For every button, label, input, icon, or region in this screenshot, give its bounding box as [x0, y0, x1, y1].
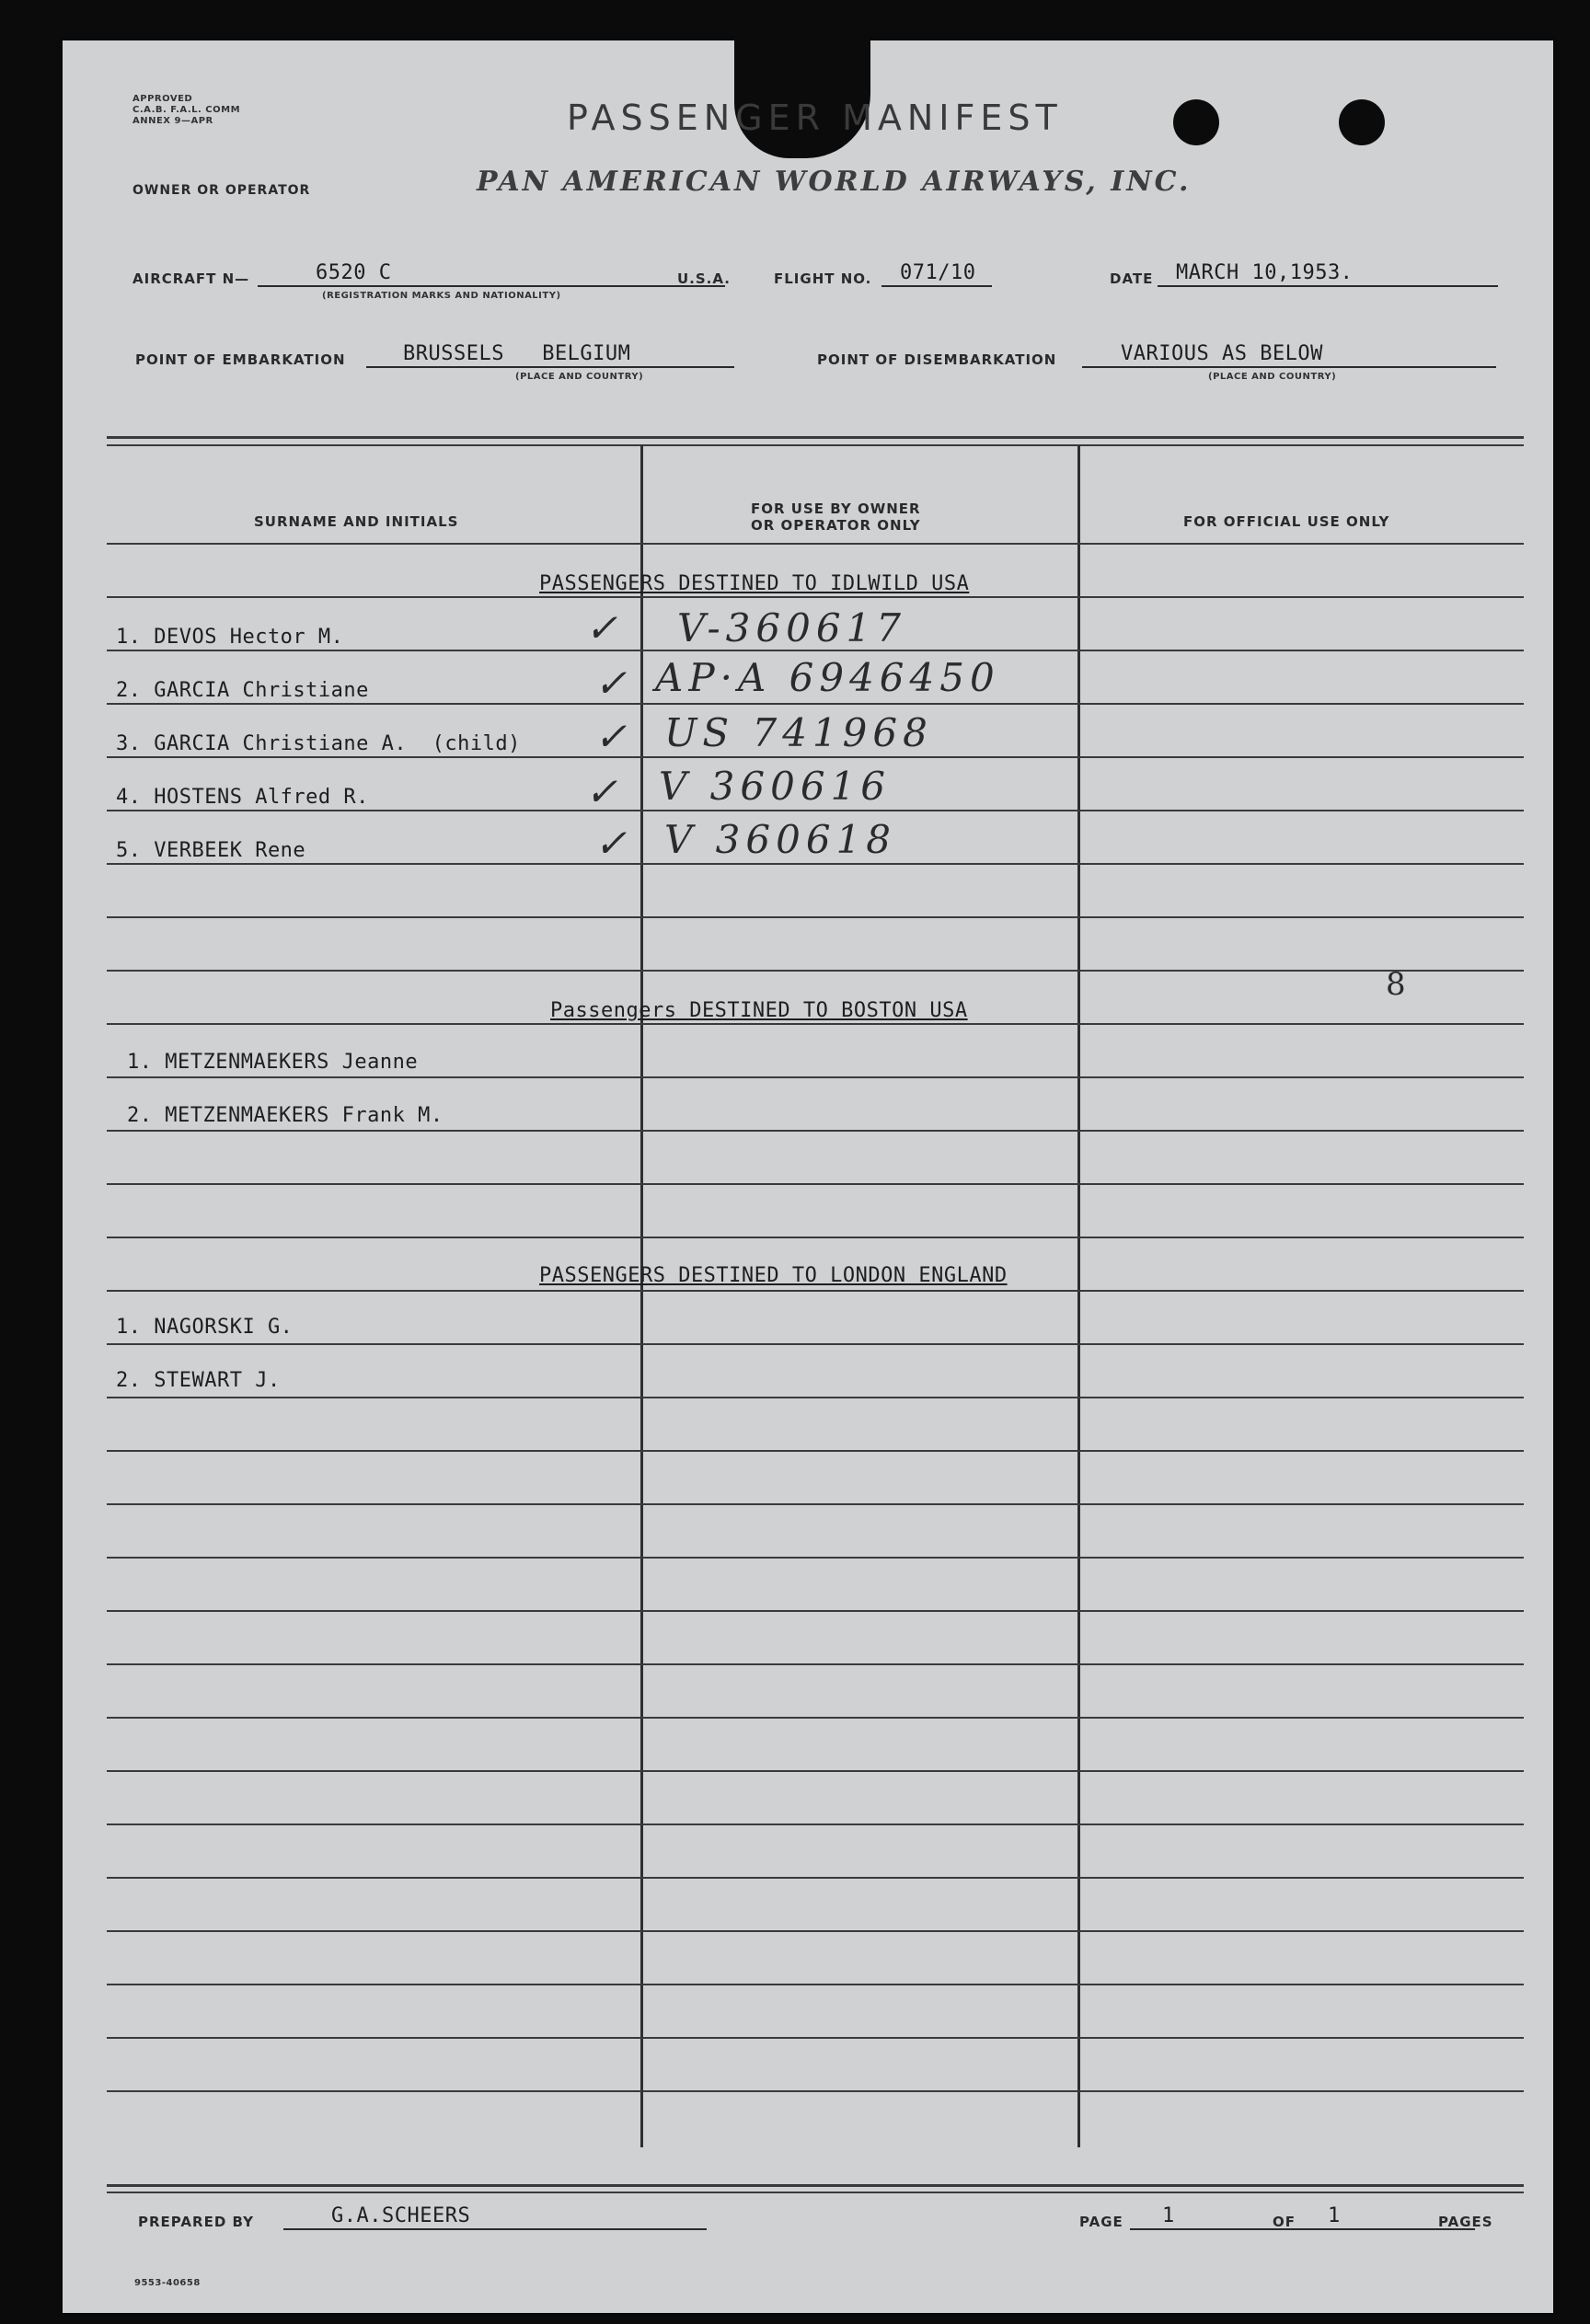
owner-use-line-2: OR OPERATOR ONLY: [751, 517, 921, 534]
approval-line-3: ANNEX 9—APR: [132, 116, 213, 126]
row-rule: [107, 1450, 1524, 1452]
flight-underline: [881, 285, 992, 287]
group-heading-idlewild: PASSENGERS DESTINED TO IDLWILD USA: [539, 572, 970, 595]
row-rule: [107, 2090, 1524, 2092]
pages-label: PAGES: [1438, 2214, 1493, 2230]
passenger-name: 2. METZENMAEKERS Frank M.: [127, 1104, 444, 1127]
passport-note: US 741968: [664, 710, 933, 755]
group-heading-london: PASSENGERS DESTINED TO LONDON ENGLAND: [539, 1264, 1008, 1287]
aircraft-label: AIRCRAFT N—: [132, 270, 250, 287]
flight-value: 071/10: [900, 261, 976, 284]
flight-label: FLIGHT NO.: [774, 270, 872, 287]
row-rule: [107, 1930, 1524, 1932]
aircraft-value: 6520 C: [316, 261, 392, 284]
check-mark: ✓: [594, 661, 633, 706]
passport-note: V-360617: [677, 605, 906, 650]
row-rule: [107, 1717, 1524, 1719]
disembark-value: VARIOUS AS BELOW: [1121, 342, 1323, 365]
approval-stamp: [132, 94, 240, 127]
embark-underline: [366, 366, 734, 368]
punch-hole-left: [1173, 99, 1219, 145]
row-rule: [107, 703, 1524, 705]
row-rule: [107, 863, 1524, 865]
aircraft-underline: [258, 285, 725, 287]
row-rule: [107, 1023, 1524, 1025]
row-rule: [107, 1183, 1524, 1185]
row-rule: [107, 2037, 1524, 2039]
embark-value: BRUSSELS BELGIUM: [403, 342, 631, 365]
row-rule: [107, 916, 1524, 918]
owner-value: PAN AMERICAN WORLD AIRWAYS, INC.: [477, 166, 1192, 198]
column-divider-1: [640, 445, 643, 2147]
passport-note: V 360618: [664, 817, 897, 862]
row-rule: [107, 1290, 1524, 1292]
check-mark: ✓: [585, 605, 624, 650]
table-bottom-rule-2: [107, 2192, 1524, 2193]
column-divider-2: [1077, 445, 1080, 2147]
row-rule: [107, 1237, 1524, 1238]
aircraft-sublabel: (REGISTRATION MARKS AND NATIONALITY): [322, 291, 561, 301]
passport-note: AP·A 6946450: [655, 655, 1000, 700]
row-rule: [107, 1770, 1524, 1772]
passenger-name: 2. GARCIA Christiane: [116, 679, 369, 702]
usa-label: U.S.A.: [677, 270, 731, 287]
passenger-name: 3. GARCIA Christiane A. (child): [116, 732, 521, 755]
row-rule: [107, 1557, 1524, 1559]
row-rule: [107, 756, 1524, 758]
row-rule: [107, 1610, 1524, 1612]
official-note: 8: [1386, 966, 1411, 1003]
row-rule: [107, 1824, 1524, 1825]
passenger-name: 1. NAGORSKI G.: [116, 1316, 294, 1339]
column-header-owner-use: [751, 500, 921, 534]
disembark-sublabel: (PLACE AND COUNTRY): [1208, 372, 1337, 382]
row-rule: [107, 596, 1524, 598]
group-heading-boston: Passengers DESTINED TO BOSTON USA: [550, 999, 968, 1022]
row-rule: [107, 1984, 1524, 1985]
approval-line-2: C.A.B. F.A.L. COMM: [132, 105, 241, 115]
check-mark: ✓: [594, 714, 633, 759]
table-top-rule-1: [107, 436, 1524, 439]
page-label: PAGE: [1079, 2214, 1123, 2230]
header-bottom-rule: [107, 543, 1524, 545]
date-underline: [1158, 285, 1498, 287]
prepared-label: PREPARED BY: [138, 2214, 254, 2230]
row-rule: [107, 1503, 1524, 1505]
row-rule: [107, 1130, 1524, 1132]
passenger-name: 1. METZENMAEKERS Jeanne: [127, 1051, 419, 1074]
manifest-sheet: [63, 40, 1553, 2313]
prepared-underline: [283, 2228, 707, 2230]
passport-note: V 360616: [659, 764, 892, 809]
row-rule: [107, 810, 1524, 811]
embark-sublabel: (PLACE AND COUNTRY): [515, 372, 644, 382]
embark-label: POINT OF EMBARKATION: [135, 351, 346, 368]
of-label: OF: [1273, 2214, 1296, 2230]
table-top-rule-2: [107, 444, 1524, 446]
row-rule: [107, 1076, 1524, 1078]
row-rule: [107, 1663, 1524, 1665]
page-value: 1: [1162, 2204, 1175, 2227]
row-rule: [107, 970, 1524, 972]
table-bottom-rule-1: [107, 2184, 1524, 2187]
prepared-value: G.A.SCHEERS: [331, 2204, 471, 2227]
owner-use-line-1: FOR USE BY OWNER: [751, 500, 921, 517]
check-mark: ✓: [594, 821, 633, 866]
passenger-name: 5. VERBEEK Rene: [116, 839, 306, 862]
check-mark: ✓: [585, 769, 624, 814]
disembark-label: POINT OF DISEMBARKATION: [817, 351, 1057, 368]
row-rule: [107, 1397, 1524, 1398]
row-rule: [107, 1343, 1524, 1345]
passenger-name: 1. DEVOS Hector M.: [116, 626, 344, 649]
manifest-table: [107, 436, 1524, 2193]
date-label: DATE: [1110, 270, 1154, 287]
punch-hole-right: [1339, 99, 1385, 145]
form-number: 9553-40658: [134, 2278, 201, 2288]
disembark-underline: [1082, 366, 1496, 368]
passenger-name: 2. STEWART J.: [116, 1369, 281, 1392]
passenger-name: 4. HOSTENS Alfred R.: [116, 786, 369, 809]
date-value: MARCH 10,1953.: [1176, 261, 1354, 284]
row-rule: [107, 1877, 1524, 1879]
approval-line-1: APPROVED: [132, 94, 193, 104]
column-header-official: FOR OFFICIAL USE ONLY: [1183, 513, 1390, 530]
page-title: PASSENGER MANIFEST: [567, 98, 1063, 138]
owner-label: OWNER OR OPERATOR: [132, 183, 311, 198]
of-value: 1: [1328, 2204, 1341, 2227]
column-header-surname: SURNAME AND INITIALS: [254, 513, 459, 530]
